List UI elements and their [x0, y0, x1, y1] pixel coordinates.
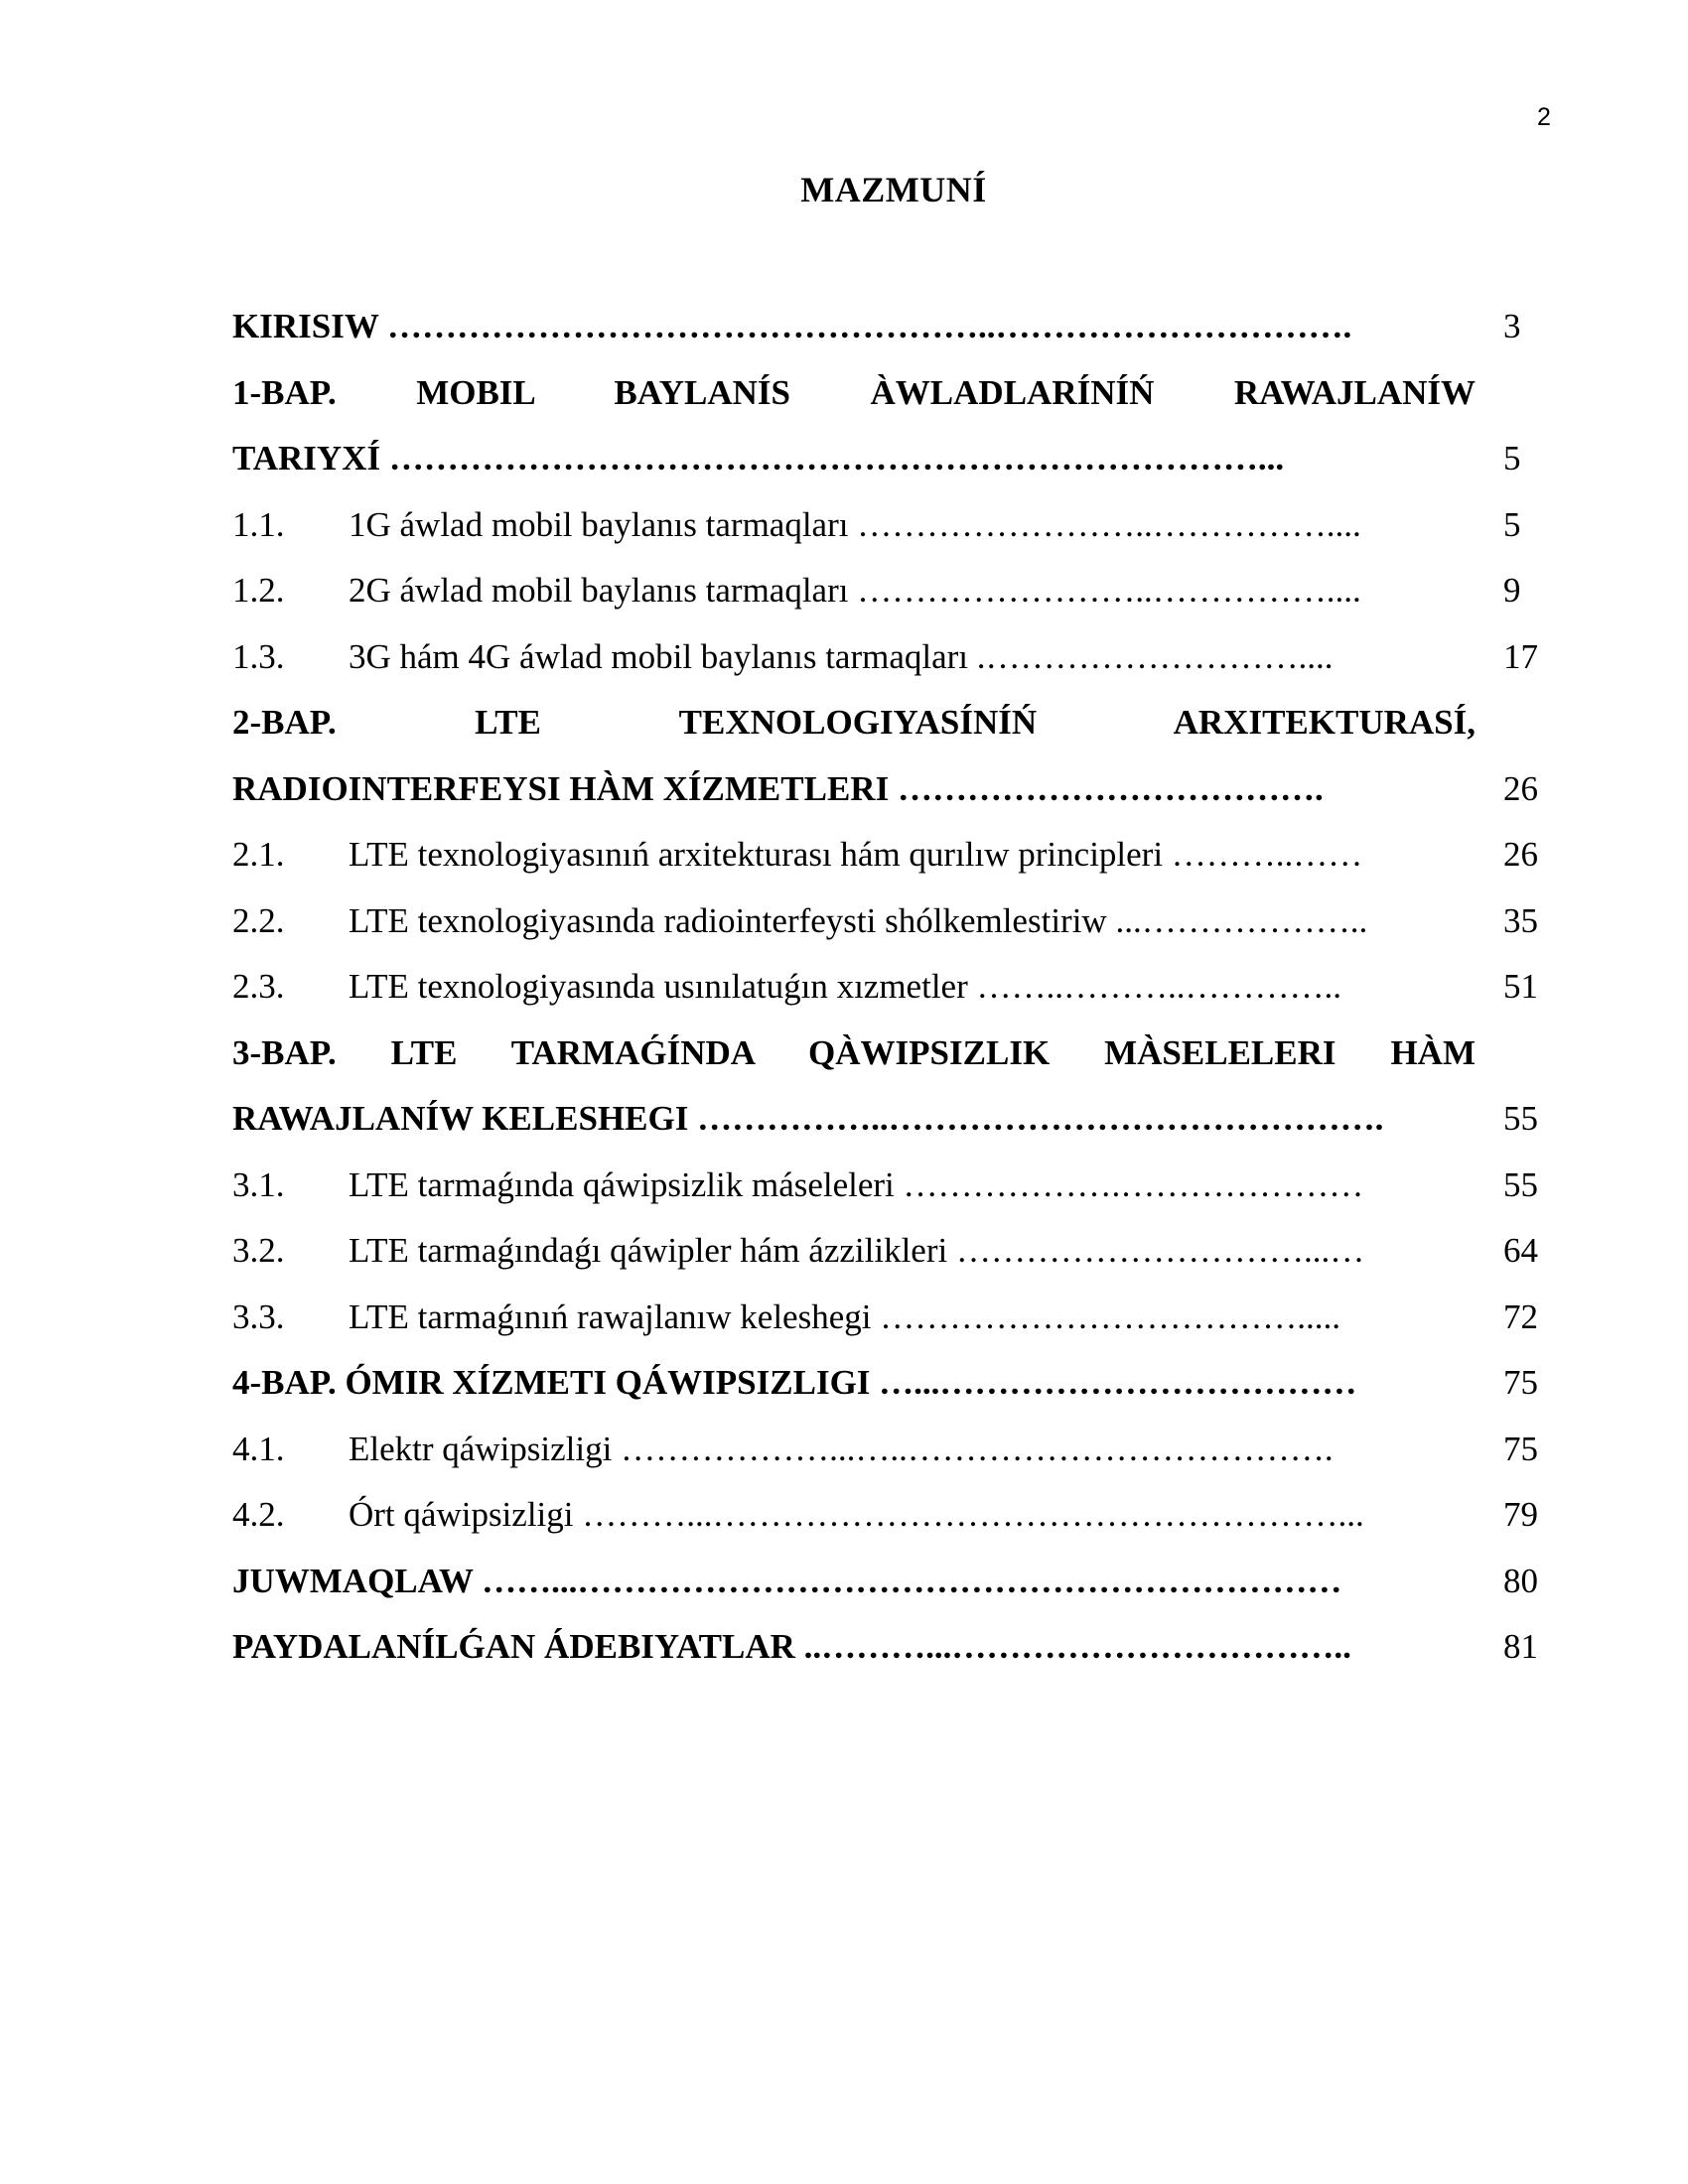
toc-entry — [232, 1285, 1543, 1351]
toc-entry-text: PAYDALANÍLǴAN ÁDEBIYATLAR ..………...…………………………….. — [232, 1627, 1351, 1666]
toc-page-number: 5 — [1503, 439, 1521, 478]
toc-entry — [232, 1417, 1543, 1483]
toc-entry — [232, 888, 1543, 955]
toc-page-number: 81 — [1503, 1627, 1538, 1666]
toc-entry-text — [232, 822, 1476, 888]
toc-section-number: 2.2. — [232, 900, 285, 940]
toc-entry-text — [232, 954, 1476, 1021]
toc-entry-text: 4-BAP. ÓMIR XÍZMETI QÁWIPSIZLIGI …...……………………………… — [232, 1363, 1357, 1402]
toc-entry — [232, 1614, 1543, 1681]
toc-entry-text — [232, 1482, 1476, 1549]
toc-section-title: 2G áwlad mobil baylanıs tarmaqları ……………………..…………….... — [349, 571, 1361, 610]
toc-entry — [232, 690, 1543, 756]
toc-section-title: 3G hám 4G áwlad mobil baylanıs tarmaqları .……………………….... — [349, 636, 1334, 676]
toc-section-number: 3.1. — [232, 1164, 285, 1204]
toc-entry-text — [232, 1285, 1476, 1351]
toc-page-number: 51 — [1503, 967, 1538, 1006]
toc-section-title: Órt qáwipsizligi ………...………………………………………………... — [349, 1495, 1364, 1534]
toc-entry — [232, 294, 1543, 360]
toc-entry-text — [232, 492, 1476, 559]
toc-section-title: LTE tarmaǵınıń rawajlanıw keleshegi ………………………………..... — [349, 1297, 1340, 1336]
toc-entry — [232, 360, 1543, 427]
toc-section-title: Elektr qáwipsizligi ………………...…..………………………………. — [349, 1429, 1334, 1468]
toc-entry-text: KIRISIW ……………………………………………..…………………………. — [232, 307, 1352, 345]
toc-page-number: 55 — [1503, 1164, 1538, 1204]
toc-page-number: 64 — [1503, 1231, 1538, 1270]
toc-section-number: 3.3. — [232, 1297, 285, 1336]
toc-entry-text: 3-BAP. LTE TARMAǴÍNDA QÀWIPSIZLIK MÀSELELERI HÀM — [232, 1032, 1476, 1072]
toc-section-number: 1.3. — [232, 636, 285, 676]
toc-section-title: LTE texnologiyasınıń arxitekturası hám qurılıw principleri ………..…… — [349, 835, 1363, 874]
toc-section-number: 1.2. — [232, 571, 285, 610]
toc-entry — [232, 558, 1543, 624]
table-of-contents — [232, 294, 1543, 1681]
toc-entry-text: RAWAJLANÍW KELESHEGI ……………..……………………………………. — [232, 1099, 1384, 1138]
toc-entry — [232, 1086, 1543, 1153]
toc-entry — [232, 1482, 1543, 1549]
toc-entry — [232, 756, 1543, 823]
toc-section-number: 2.3. — [232, 967, 285, 1006]
toc-entry — [232, 624, 1543, 691]
toc-entry — [232, 822, 1543, 888]
toc-entry-text: JUWMAQLAW ……...………………………………………………………… — [232, 1561, 1342, 1600]
toc-section-title: LTE tarmaǵındaǵı qáwipler hám ázzilikleri …………………………...… — [349, 1231, 1365, 1270]
toc-page-number: 75 — [1503, 1363, 1538, 1402]
toc-entry — [232, 1218, 1543, 1285]
toc-entry — [232, 1350, 1543, 1417]
toc-section-title: LTE texnologiyasında radiointerfeysti shólkemlestiriw ...……………….. — [349, 900, 1368, 940]
toc-section-title: LTE texnologiyasında usınılatuǵın xızmetler ……..………..………….. — [349, 967, 1341, 1006]
toc-entry-text — [232, 1417, 1476, 1483]
toc-entry — [232, 426, 1543, 492]
toc-page-number: 35 — [1503, 900, 1538, 940]
toc-entry-text: RADIOINTERFEYSI HÀM XÍZMETLERI ………………………………. — [232, 768, 1324, 808]
toc-entry-text — [232, 1218, 1476, 1285]
toc-entry-text — [232, 624, 1476, 691]
toc-page-number: 17 — [1503, 636, 1538, 676]
toc-entry — [232, 1549, 1543, 1615]
toc-section-number: 1.1. — [232, 504, 285, 544]
toc-entry-text — [232, 888, 1476, 955]
toc-section-number: 3.2. — [232, 1231, 285, 1270]
toc-page-number: 26 — [1503, 835, 1538, 874]
toc-section-title: LTE tarmaǵında qáwipsizlik máseleleri ……………….………………… — [349, 1164, 1364, 1204]
toc-page-number: 72 — [1503, 1297, 1538, 1336]
page-title: MAZMUNÍ — [800, 170, 987, 209]
toc-entry-text: 1-BAP. MOBIL BAYLANÍS ÀWLADLARÍNÍŃ RAWAJLANÍW — [232, 372, 1476, 412]
toc-entry — [232, 1153, 1543, 1219]
toc-entry — [232, 1021, 1543, 1087]
toc-entry-text: TARIYXÍ …………………………………………………………………... — [232, 439, 1285, 478]
toc-page-number: 79 — [1503, 1495, 1538, 1534]
toc-page-number: 75 — [1503, 1429, 1538, 1468]
toc-section-number: 2.1. — [232, 835, 285, 874]
toc-page-number: 55 — [1503, 1099, 1538, 1138]
toc-entry-text: 2-BAP. LTE TEXNOLOGIYASÍNÍŃ ARXITEKTURASÍ, — [232, 703, 1476, 742]
toc-section-number: 4.1. — [232, 1429, 285, 1468]
toc-entry-text — [232, 558, 1476, 624]
toc-entry — [232, 954, 1543, 1021]
toc-page-number: 5 — [1503, 504, 1521, 544]
toc-page-number: 9 — [1503, 571, 1521, 610]
toc-entry — [232, 492, 1543, 559]
toc-section-title: 1G áwlad mobil baylanıs tarmaqları ……………………..…………….... — [349, 504, 1361, 544]
toc-page-number: 26 — [1503, 768, 1538, 808]
toc-section-number: 4.2. — [232, 1495, 285, 1534]
toc-page-number: 80 — [1503, 1561, 1538, 1600]
page-number: 2 — [1537, 103, 1551, 131]
toc-page-number: 3 — [1503, 307, 1521, 345]
toc-entry-text — [232, 1153, 1476, 1219]
